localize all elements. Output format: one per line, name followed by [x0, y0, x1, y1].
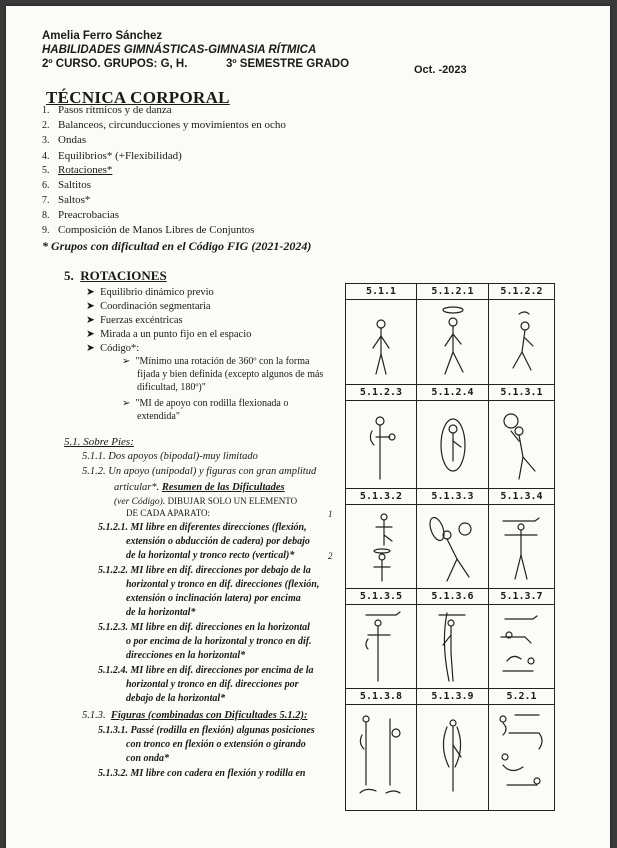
- text-line: horizontal y tronco en dif. direcciones (flexión,: [126, 579, 320, 590]
- gymnast-figure: [417, 505, 487, 587]
- grid-cell: [346, 284, 417, 385]
- list-item: 4. Equilibrios* (+Flexibilidad): [42, 150, 182, 162]
- subsection-heading: 5.1. Sobre Pies:: [64, 436, 134, 448]
- grid-cell: [417, 589, 489, 689]
- author-name: Amelia Ferro Sánchez: [42, 30, 163, 42]
- text-line: 5.1.2.1. MI libre en diferentes direcciones (flexión,: [98, 522, 307, 533]
- bullet-item: ➤ Mirada a un punto fijo en el espacio: [86, 329, 252, 340]
- text-line: 5.1.2.2. MI libre en dif. direcciones por debajo de la: [98, 565, 311, 576]
- text-line: 5.1.2.3. MI libre en dif. direcciones en la horizontal: [98, 622, 310, 633]
- text-line: 5.1.2.4. MI libre en dif. direcciones por encima de la: [98, 665, 314, 676]
- bullet-item: ➤ Código*:: [86, 343, 140, 354]
- grid-code: 5.1.3.2: [346, 489, 416, 505]
- text-line: 5.1.3.1. Passé (rodilla en flexión) algunas posiciones: [98, 725, 315, 736]
- sub-bullet-line: dificultad, 180º)": [137, 382, 206, 393]
- course-groups: 2º CURSO. GRUPOS: G, H.: [42, 58, 188, 70]
- text-line: de la horizontal y tronco recto (vertical)*: [126, 550, 295, 561]
- bullet-item: ➤ Fuerzas excéntricas: [86, 315, 183, 326]
- list-item: 1. Pasos rítmicos y de danza: [42, 104, 172, 116]
- grid-cell: [489, 284, 554, 385]
- gymnast-figure: [489, 300, 554, 384]
- list-item: 7. Saltos*: [42, 194, 91, 206]
- sub-bullet-line: fijada y bien definida (excepto algunos de más: [137, 369, 324, 380]
- grid-cell: [489, 385, 554, 489]
- grid-cell: [489, 589, 554, 689]
- gymnast-figure: [489, 605, 554, 687]
- gymnast-figure: [417, 705, 487, 809]
- grid-cell: [417, 489, 489, 589]
- gymnast-figure: [489, 505, 554, 587]
- grid-code: 5.1.2.2: [489, 284, 554, 300]
- grid-code: 5.2.1: [489, 689, 554, 705]
- grid-cell: [417, 284, 489, 385]
- text-line: de la horizontal*: [126, 607, 196, 618]
- text-line: debajo de la horizontal*: [126, 693, 226, 704]
- figure-grid: [345, 283, 555, 811]
- grid-code: 5.1.3.1: [489, 385, 554, 401]
- margin-label: 2: [328, 551, 333, 561]
- grid-cell: [346, 689, 417, 810]
- bullet-item: ➤ Coordinación segmentaria: [86, 301, 211, 312]
- text-line: 5.1.3.2. MI libre con cadera en flexión y rodilla en: [98, 768, 306, 779]
- course-title: HABILIDADES GIMNÁSTICAS-GIMNASIA RÍTMICA: [42, 44, 317, 56]
- semester: 3º SEMESTRE GRADO: [226, 58, 350, 70]
- list-item: 2. Balanceos, circunducciones y movimientos en ocho: [42, 119, 286, 131]
- text-line: extensión o abducción de cadera) por debajo: [126, 536, 310, 547]
- gymnast-figure: [346, 401, 416, 487]
- grid-code: 5.1.3.6: [417, 589, 488, 605]
- grid-code: 5.1.3.5: [346, 589, 416, 605]
- text-line: con tronco en flexión o extensión o girando: [126, 739, 306, 750]
- list-item: 8. Preacrobacias: [42, 209, 120, 221]
- text-line: direcciones en la horizontal*: [126, 650, 246, 661]
- grid-code: 5.1.3.4: [489, 489, 554, 505]
- text-line: con onda*: [126, 753, 170, 764]
- grid-cell: [489, 689, 554, 810]
- grid-cell: [346, 489, 417, 589]
- gymnast-figure: [346, 505, 416, 587]
- gymnast-figure: [489, 705, 554, 809]
- gymnast-figure: [346, 300, 416, 384]
- subsection-item: articular*. Resumen de las Dificultades: [114, 482, 285, 493]
- subsection-item: 5.1.3. Figuras (combinadas con Dificultades 5.1.2):: [82, 710, 308, 721]
- grid-cell: [489, 489, 554, 589]
- sub-bullet: ➢ "MI de apoyo con rodilla flexionada o: [122, 398, 289, 409]
- grid-code: 5.1.2.4: [417, 385, 488, 401]
- list-item: 6. Saltitos: [42, 179, 92, 191]
- sub-bullet: ➢ "Mínimo una rotación de 360º con la forma: [122, 356, 310, 367]
- grid-cell: [346, 589, 417, 689]
- sub-bullet-line: extendida": [137, 411, 180, 422]
- text-line: o por encima de la horizontal y tronco en dif.: [126, 636, 312, 647]
- grid-code: 5.1.3.3: [417, 489, 488, 505]
- document-page: [6, 6, 610, 848]
- text-line: horizontal y tronco en dif. direcciones por: [126, 679, 299, 690]
- grid-cell: [346, 385, 417, 489]
- grid-code: 5.1.2.1: [417, 284, 488, 300]
- gymnast-figure: [417, 300, 487, 384]
- page-title: TÉCNICA CORPORAL: [46, 88, 230, 107]
- note-line: DE CADA APARATO:: [126, 508, 211, 518]
- grid-cell: [417, 385, 489, 489]
- note-line: (ver Código). DIBUJAR SOLO UN ELEMENTO: [114, 496, 298, 507]
- date: Oct. -2023: [414, 64, 467, 76]
- text-line: extensión o inclinación latera) por encima: [126, 593, 301, 604]
- gymnast-figure: [346, 705, 416, 809]
- grid-cell: [417, 689, 489, 810]
- gymnast-figure: [346, 605, 416, 687]
- subsection-item: 5.1.1. Dos apoyos (bipodal)-muy limitado: [82, 451, 258, 462]
- gymnast-figure: [489, 401, 554, 487]
- list-item-highlight: 5. Rotaciones*: [42, 164, 113, 176]
- section-heading: 5. ROTACIONES: [64, 268, 167, 283]
- margin-label: 1: [328, 509, 333, 519]
- grid-code: 5.1.1: [346, 284, 416, 300]
- list-item: 3. Ondas: [42, 134, 87, 146]
- bullet-item: ➤ Equilibrio dinámico previo: [86, 287, 214, 298]
- gymnast-figure: [417, 401, 487, 487]
- difficulty-note: * Grupos con dificultad en el Código FIG (2021-2024): [42, 239, 312, 253]
- grid-code: 5.1.3.7: [489, 589, 554, 605]
- gymnast-figure: [417, 605, 487, 687]
- grid-code: 5.1.3.8: [346, 689, 416, 705]
- list-item: 9. Composición de Manos Libres de Conjuntos: [42, 224, 255, 236]
- grid-code: 5.1.3.9: [417, 689, 488, 705]
- grid-code: 5.1.2.3: [346, 385, 416, 401]
- subsection-item: 5.1.2. Un apoyo (unipodal) y figuras con gran amplitud: [82, 466, 317, 477]
